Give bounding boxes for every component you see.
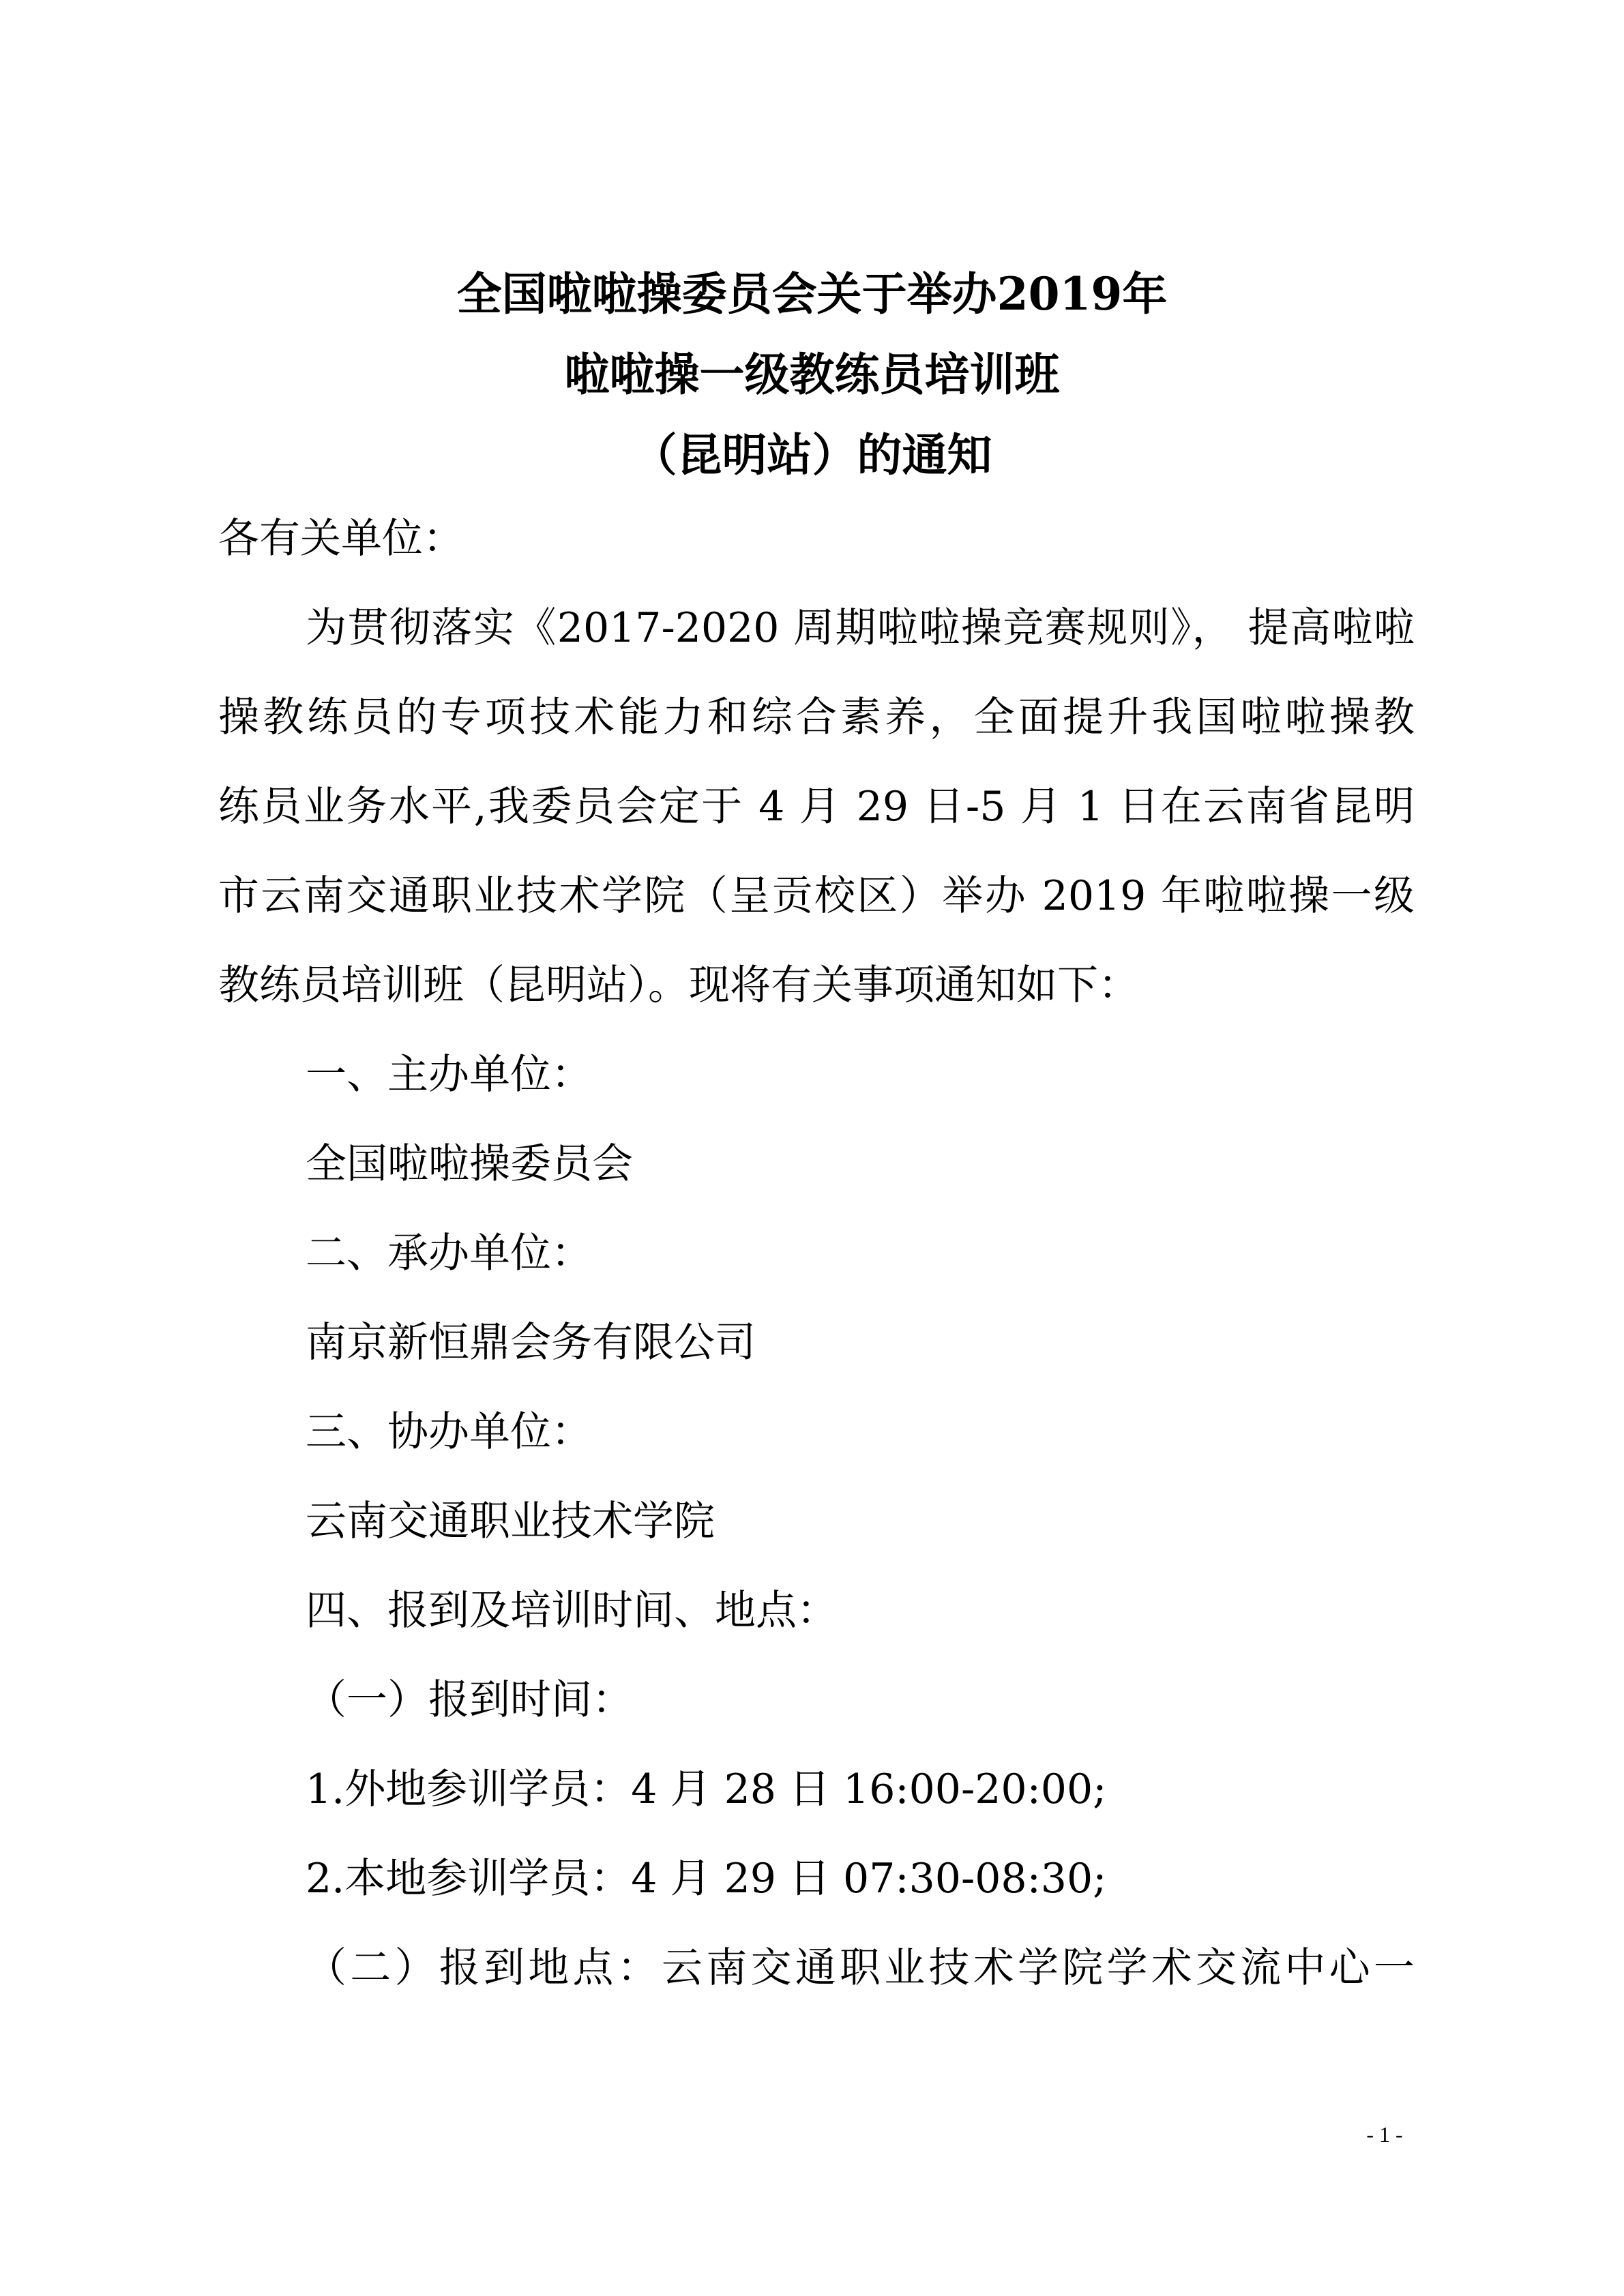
title-line-1: 全国啦啦操委员会关于举办2019年	[456, 267, 1168, 320]
page-number: - 1 -	[1366, 2122, 1403, 2147]
intro-line-2: 操教练员的专项技术能力和综合素养，全面提升我国啦啦操教	[218, 694, 1415, 741]
subheading-checkin-place: （二）报到地点：云南交通职业技术学院学术交流中心一	[306, 1944, 1415, 1992]
section-heading-organizer: 一、主办单位：	[306, 1051, 592, 1099]
section-heading-undertaker: 二、承办单位：	[306, 1229, 592, 1277]
document-title	[0, 254, 1624, 495]
checkin-time-local: 2.本地参训学员：4 月 29 日 07:30-08:30;	[306, 1855, 1107, 1903]
title-line-2: 啦啦操一级教练员培训班	[564, 348, 1060, 401]
intro-line-3: 练员业务水平,我委员会定于 4 月 29 日-5 月 1 日在云南省昆明	[218, 783, 1415, 831]
intro-line-4: 市云南交通职业技术学院（呈贡校区）举办 2019 年啦啦操一级	[218, 872, 1415, 920]
checkin-time-nonlocal: 1.外地参训学员：4 月 28 日 16:00-20:00;	[306, 1765, 1107, 1813]
co-organizer-value: 云南交通职业技术学院	[306, 1497, 715, 1545]
undertaker-value: 南京新恒鼎会务有限公司	[306, 1319, 756, 1367]
intro-line-1: 为贯彻落实《2017-2020 周期啦啦操竞赛规则》， 提高啦啦	[306, 604, 1415, 652]
organizer-value: 全国啦啦操委员会	[306, 1140, 633, 1188]
section-heading-time-place: 四、报到及培训时间、地点：	[306, 1587, 838, 1635]
salutation: 各有关单位：	[218, 515, 464, 563]
intro-line-5: 教练员培训班（昆明站）。现将有关事项通知如下：	[218, 961, 1139, 1009]
section-heading-co-organizer: 三、协办单位：	[306, 1408, 592, 1456]
subheading-checkin-time: （一）报到时间：	[306, 1676, 633, 1724]
title-line-3: （昆明站）的通知	[632, 428, 992, 481]
